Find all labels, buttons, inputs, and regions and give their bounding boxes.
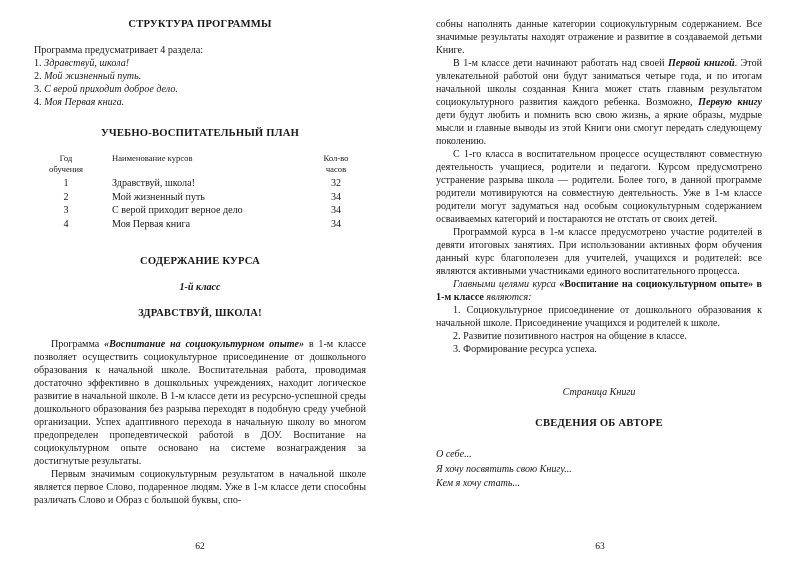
spacer (436, 399, 762, 417)
paragraph-goals-lead (436, 278, 762, 304)
heading-grade-level: 1-й класс (179, 282, 221, 294)
spacer (34, 31, 366, 44)
page-number-right: 63 (595, 541, 605, 552)
spacer (436, 430, 762, 448)
paragraph-program-intro (34, 338, 366, 468)
intro-list-item (34, 70, 366, 83)
table-row (34, 218, 366, 232)
goal-item: 2. Развитие позитивного настроя на общение в классе. (453, 331, 687, 342)
cell-hours: 34 (330, 191, 342, 203)
cell-year: 4 (63, 218, 69, 230)
paragraph-first-book (436, 57, 762, 148)
table-header-hours (306, 153, 366, 177)
cell-year: 1 (63, 178, 69, 189)
spacer (34, 109, 366, 127)
table-header-hours-line1: Кол-во (323, 153, 349, 163)
intro-list-item (34, 96, 366, 109)
table-header-year-line2: обучения (49, 164, 83, 174)
cell-course: Мой жизненный путь (112, 191, 205, 203)
table-head (34, 153, 366, 177)
cell-hours: 34 (330, 205, 342, 217)
author-prompt-list (436, 448, 762, 492)
intro-item-title: Здравствуй, школа! (44, 58, 130, 69)
table-header-hours-line2: часов (325, 164, 347, 174)
heading-course-content: СОДЕРЖАНИЕ КУРСА (140, 256, 260, 268)
goals-lead-italic: Главными целями курса (453, 279, 560, 290)
intro-item-title: Моя Первая книга. (44, 97, 125, 108)
intro-list-item (34, 83, 366, 96)
paragraph-first-result: Первым значимым социокультурным результатом в начальной школе является первое Слово, подаренное людям. Уже в 1-м классе дети способны различать Слово и Образ с большой буквы, спо- (34, 469, 366, 507)
paragraph-text-part: в 1-м классе позволяет осуществить социокультурное присоединение от дошкольного образования к начальной школе. Воспитательная работа, проводимая достаточно эффективно в дошкольных учреждениях, находит логическое развитие в начальной школе. В 1-м классе дети из ресурсно-успешной среды дошкольного образования без разрыва переходят в подобную среду учебной организации. Успех адаптивного перехода в начальную школу во многом предопределен пропедевтической работой в ДОУ. Воспитание на социокультурном опыте основано на системе вознаграждения за достигнутые результаты. (34, 339, 366, 468)
intro-item-number: 4. (34, 97, 42, 108)
cell-year: 3 (63, 205, 69, 217)
heading-unit-title: ЗДРАВСТВУЙ, ШКОЛА! (138, 308, 262, 320)
curriculum-table (34, 153, 366, 231)
cell-course: Здравствуй, школа! (112, 178, 195, 189)
spacer (34, 294, 366, 307)
paragraph-text-part: . Этой увлекательной работой они будут заниматься четыре года, и по итогам начальной школы созданная Книга может стать главным результатом социокультурного развития каждого ребенка. Возможно, (436, 58, 763, 108)
heading-education-plan: УЧЕБНО-ВОСПИТАТЕЛЬНЫЙ ПЛАН (100, 128, 300, 139)
emphasis-first-book: Первой книгой (668, 58, 735, 69)
paragraph-text-part: дети будут любить и помнить всю свою жизнь, а яркие образы, мудрые мысли и главные выводы из этой Книги они смогут передать следующему поколению. (436, 110, 762, 147)
cell-course: С верой приходит верное дело (112, 205, 243, 217)
cell-hours: 32 (330, 178, 342, 189)
author-prompt-line: О себе... (436, 449, 472, 460)
intro-item-title: Мой жизненный путь. (44, 71, 142, 82)
table-header-year-line1: Год (59, 153, 73, 163)
table-body (34, 177, 366, 231)
spacer (34, 231, 366, 255)
intro-item-number: 1. (34, 58, 42, 69)
book-page-label: Страница Книги (562, 387, 636, 398)
cell-hours: 34 (330, 218, 342, 230)
heading-program-structure: СТРУКТУРА ПРОГРАММЫ (128, 19, 272, 30)
emphasis-first-book-accusative: Первую книгу (698, 97, 762, 108)
intro-item-number: 2. (34, 71, 42, 82)
spacer (34, 140, 366, 153)
heading-author-info: СВЕДЕНИЯ ОБ АВТОРЕ (535, 418, 663, 429)
cell-year: 2 (63, 191, 69, 203)
goal-item: 1. Социокультурное присоединение от дошкольного образования к начальной школе. Присоединение учащихся и родителей к школе. (436, 305, 762, 329)
table-row (34, 191, 366, 205)
goal-item: 3. Формирование ресурса успеха. (453, 344, 597, 355)
spacer (34, 320, 366, 338)
paragraph-continuation: собны наполнять данные категории социокультурным содержанием. Все значимые результаты находят отражение и развитие в создаваемой детьми Книге. (436, 19, 762, 56)
author-prompt-line: Кем я хочу стать... (436, 478, 521, 489)
table-header-courses: Наименование курсов (112, 153, 193, 163)
author-prompt-line: Я хочу посвятить свою Книгу... (436, 463, 572, 475)
table-row (34, 204, 366, 218)
emphasis-program-title: «Воспитание на социокультурном опыте» (104, 339, 305, 351)
intro-item-number: 3. (34, 84, 42, 95)
paragraph-text-part: Программа (51, 339, 105, 351)
paragraph-text-part: В 1-м классе дети начинают работать над своей (453, 58, 668, 69)
goals-lead-italic-tail: являются: (486, 292, 532, 303)
table-row (34, 177, 366, 191)
page-number-left: 62 (195, 541, 205, 552)
intro-item-title: С верой приходит доброе дело. (44, 84, 178, 95)
spacer (436, 356, 762, 386)
intro-lead-text: Программа предусматривает 4 раздела: (34, 45, 204, 56)
table-header-year (34, 153, 98, 177)
paragraph-joint-activity: С 1-го класса в воспитательном процессе осуществляют совместную деятельность учащиеся, родители и педагоги. Курсом предусмотрено устранение разрыва школа — родители. Более того, в данной программе родители мотивируются на совместную деятельность. Уже в 1-м классе родители могут задуматься над особым социокультурным содержанием осваиваемых категорий и постараются не отстать от своих детей. (436, 149, 762, 225)
spacer (34, 268, 366, 281)
paragraph-parent-participation: Программой курса в 1-м классе предусмотрено участие родителей в девяти итоговых занятиях. При использовании активных форм обучения данный курс благополезен для учителей, учащихся и родителей: все являются активными участниками единого воспитательного процесса. (436, 227, 762, 277)
table-header-row (34, 153, 366, 177)
page-right (400, 0, 800, 566)
goals-lead-bold: «Воспитание на социокультурном опыте» в 1-м классе (436, 279, 762, 303)
cell-course: Моя Первая книга (112, 218, 191, 230)
intro-list-item (34, 57, 366, 70)
